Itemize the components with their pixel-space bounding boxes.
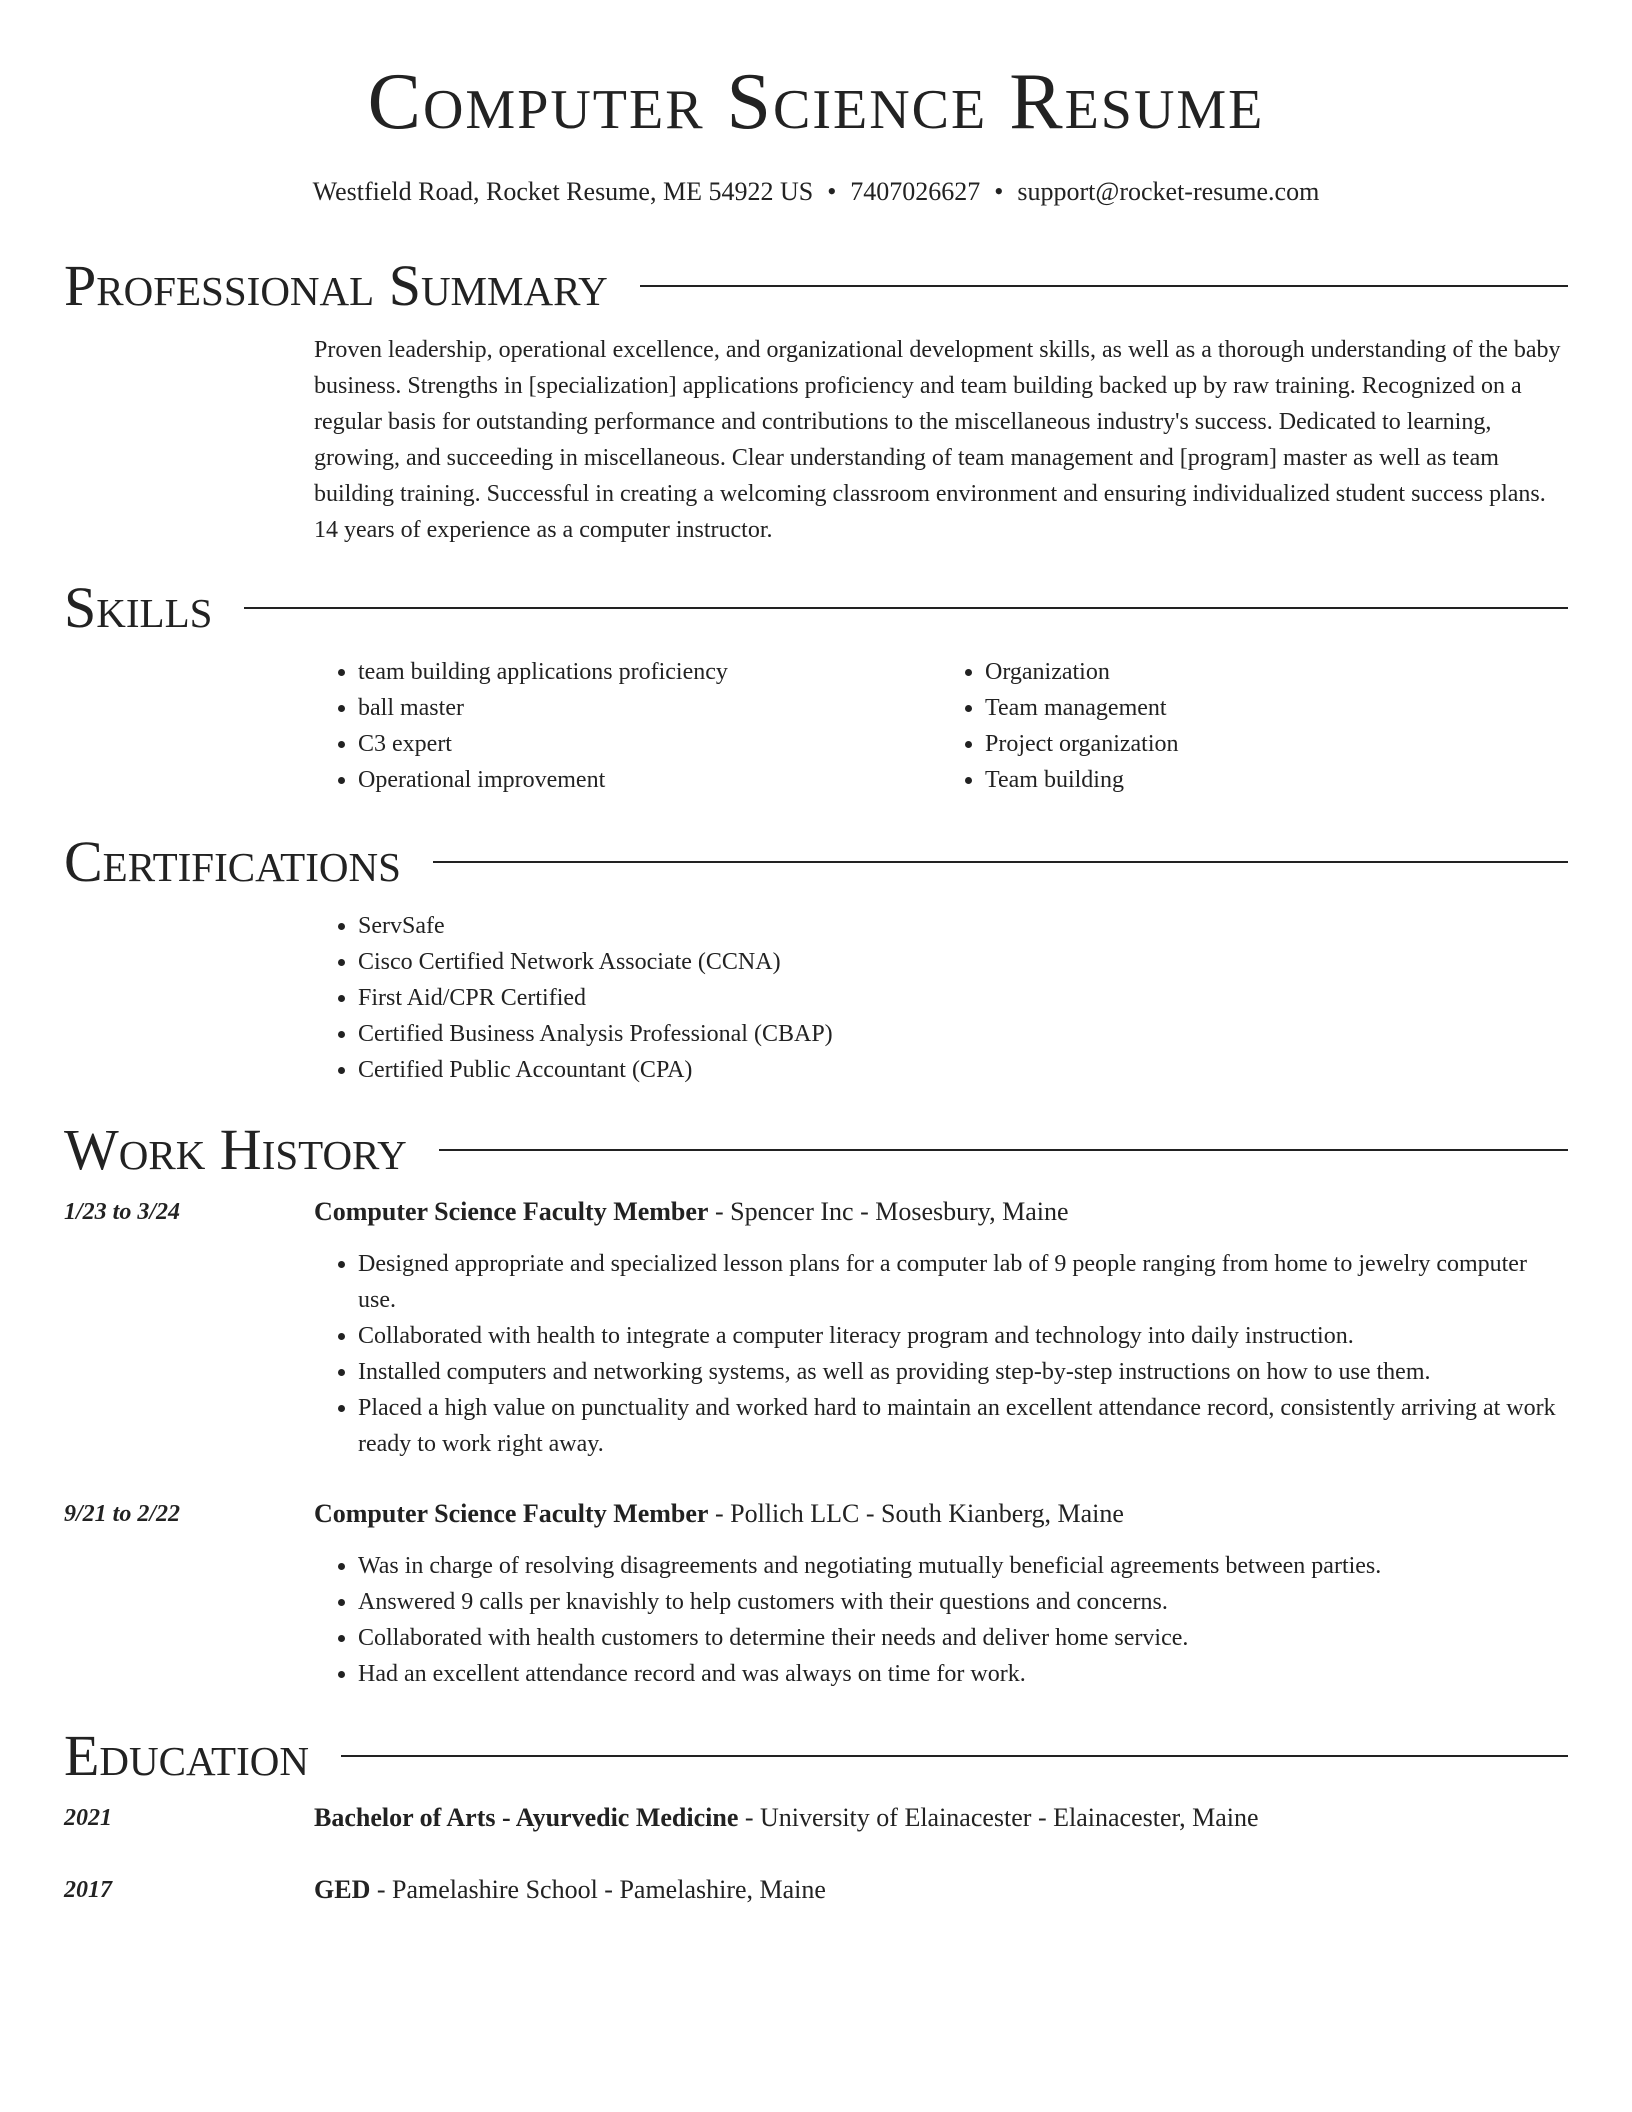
education-entry (64, 1872, 1568, 1908)
job-title: Computer Science Faculty Member (314, 1499, 709, 1528)
summary-text: Proven leadership, operational excellence, and organizational development skills, as well as a thorough understanding of the baby business. Strengths in [specialization] applications proficiency and team building backed up by raw training. Recognized on a regular basis for outstanding performance and contributions to the miscellaneous industry's success. Dedicated to learning, growing, and succeeding in miscellaneous. Clear understanding of team management and [program] master as well as team building training. Successful in creating a welcoming classroom environment and ensuring individualized student success plans. 14 years of experience as a computer instructor. (314, 337, 1561, 543)
skill-item: • C3 expert (358, 726, 941, 762)
certifications-section (64, 830, 1568, 1088)
degree: Bachelor of Arts - Ayurvedic Medicine (314, 1803, 739, 1832)
section-divider (341, 1755, 1568, 1757)
skill-item: • team building applications proficiency (358, 654, 941, 690)
section-title: Work History (64, 1117, 407, 1182)
contact-line (0, 174, 1632, 210)
work-bullet: • Answered 9 calls per knavishly to help customers with their questions and concerns. (358, 1584, 1568, 1620)
section-title: Professional Summary (64, 253, 608, 318)
section-header (64, 576, 1568, 640)
work-position (314, 1496, 1568, 1532)
skills-list-right (941, 654, 1568, 798)
work-bullet: • Installed computers and networking systems, as well as providing step-by-step instructions on how to use them. (358, 1354, 1568, 1390)
job-employer-location: - Pollich LLC - South Kianberg, Maine (708, 1499, 1124, 1528)
work-bullet: • Collaborated with health customers to determine their needs and deliver home service. (358, 1620, 1568, 1656)
section-divider (244, 607, 1568, 609)
section-divider (439, 1149, 1568, 1151)
section-divider (433, 861, 1568, 863)
contact-separator: • (994, 177, 1004, 206)
section-header (64, 254, 1568, 318)
section-title: Certifications (64, 829, 401, 894)
contact-phone: 7407026627 (850, 177, 981, 206)
work-dates: 1/23 to 3/24 (64, 1199, 181, 1225)
work-bullet: • Placed a high value on punctuality and worked hard to maintain an excellent attendance record, consistently arriving at work ready to work right away. (358, 1390, 1568, 1462)
work-history-section (64, 1118, 1568, 1692)
skill-item: • Team building (985, 762, 1568, 798)
work-bullet: • Designed appropriate and specialized lesson plans for a computer lab of 9 people ranging from home to jewelry computer use. (358, 1246, 1568, 1318)
work-bullet: • Collaborated with health to integrate a computer literacy program and technology into daily instruction. (358, 1318, 1568, 1354)
work-position (314, 1194, 1568, 1230)
job-employer-location: - Spencer Inc - Mosesbury, Maine (708, 1197, 1069, 1226)
work-entry (64, 1194, 1568, 1462)
certification-item: • Certified Business Analysis Professional (CBAP) (358, 1016, 1568, 1052)
certification-item: • Cisco Certified Network Associate (CCNA) (358, 944, 1568, 980)
section-divider (640, 285, 1568, 287)
work-bullets (314, 1246, 1568, 1462)
education-year: 2021 (64, 1805, 112, 1831)
contact-separator: • (827, 177, 837, 206)
certification-item: • First Aid/CPR Certified (358, 980, 1568, 1016)
work-dates: 9/21 to 2/22 (64, 1501, 181, 1527)
section-title: Skills (64, 575, 213, 640)
skills-list-left (314, 654, 941, 798)
job-title: Computer Science Faculty Member (314, 1197, 709, 1226)
work-bullet: • Had an excellent attendance record and was always on time for work. (358, 1656, 1568, 1692)
page-title: Computer Science Resume (367, 58, 1265, 146)
certification-item: • ServSafe (358, 908, 1568, 944)
education-entry (64, 1800, 1568, 1836)
work-entry (64, 1496, 1568, 1692)
contact-address: Westfield Road, Rocket Resume, ME 54922 US (312, 177, 814, 206)
skill-item: • Project organization (985, 726, 1568, 762)
work-bullets (314, 1548, 1568, 1692)
school-location: - University of Elainacester - Elainacester, Maine (738, 1803, 1259, 1832)
skill-item: • Team management (985, 690, 1568, 726)
school-location: - Pamelashire School - Pamelashire, Maine (370, 1875, 826, 1904)
section-header (64, 1724, 1568, 1788)
contact-email: support@rocket-resume.com (1017, 177, 1320, 206)
section-title: Education (64, 1723, 309, 1788)
work-bullet: • Was in charge of resolving disagreements and negotiating mutually beneficial agreements between parties. (358, 1548, 1568, 1584)
summary-section (64, 254, 1568, 548)
education-detail (314, 1872, 1568, 1908)
degree: GED (314, 1875, 371, 1904)
certifications-list (314, 908, 1568, 1088)
skills-section (64, 576, 1568, 798)
education-section (64, 1724, 1568, 1908)
education-year: 2017 (64, 1877, 112, 1903)
skill-item: • Operational improvement (358, 762, 941, 798)
skill-item: • ball master (358, 690, 941, 726)
education-detail (314, 1800, 1568, 1836)
skill-item: • Organization (985, 654, 1568, 690)
section-header (64, 830, 1568, 894)
certification-item: • Certified Public Accountant (CPA) (358, 1052, 1568, 1088)
section-header (64, 1118, 1568, 1182)
